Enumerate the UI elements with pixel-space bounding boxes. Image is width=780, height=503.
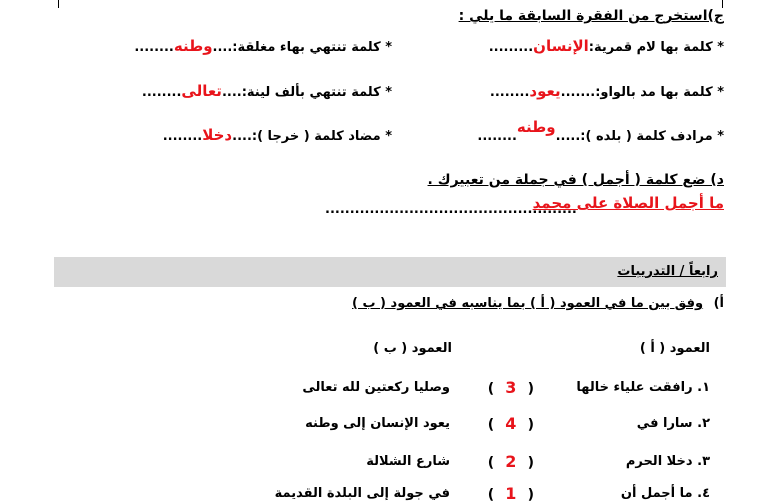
row2-left-answer: تعالى bbox=[181, 82, 222, 100]
row-2-col-b: يعود الإنسان إلى وطنه bbox=[305, 416, 450, 431]
row2-right-item bbox=[490, 82, 724, 100]
row1-right-dots: ......... bbox=[488, 40, 534, 55]
row-2-match-number: 4 bbox=[505, 414, 517, 433]
row-4-match-number: 1 bbox=[505, 484, 517, 503]
row1-right-label: * كلمة بها لام قمرية: bbox=[588, 40, 724, 55]
row-4-match bbox=[488, 484, 534, 503]
row-1-match bbox=[488, 378, 534, 397]
row1-left-dots: ........ bbox=[134, 40, 174, 55]
row1-left-answer: وطنه bbox=[173, 37, 213, 55]
row1-left-label: * كلمة تنتهي بهاء مغلقة:.... bbox=[212, 40, 392, 55]
row-3-col-b: شارع الشلالة bbox=[366, 454, 450, 469]
section-4-title: رابعاً / التدريبات bbox=[617, 264, 718, 279]
paren-close: ) bbox=[487, 455, 495, 471]
row3-right-answer: وطنه bbox=[516, 118, 556, 136]
paren-open: ( bbox=[527, 381, 534, 397]
section-c-heading: ج)استخرج من الفقرة السابقة ما يلي : bbox=[458, 8, 724, 24]
row1-right-answer: الإنسان bbox=[533, 37, 589, 55]
instruction-prefix: أ) bbox=[713, 296, 724, 311]
column-a-header: العمود ( أ ) bbox=[639, 341, 710, 356]
paren-close: ) bbox=[487, 381, 495, 397]
column-b-header: العمود ( ب ) bbox=[373, 341, 452, 356]
row3-left-dots: ........ bbox=[162, 129, 203, 144]
row2-right-answer: يعود bbox=[529, 82, 561, 100]
row-2-match bbox=[488, 414, 534, 433]
row-4-col-b: في جولة إلى البلدة القديمة bbox=[274, 486, 450, 501]
paren-open: ( bbox=[527, 455, 534, 471]
row2-left-dots: ........ bbox=[141, 85, 182, 100]
instruction-text: وفق بين ما في العمود ( أ ) بما يناسبه في العمود ( ب ) bbox=[352, 296, 704, 311]
row3-right-dots: ........ bbox=[477, 129, 517, 144]
row2-left-item bbox=[142, 82, 392, 100]
section-4-instruction-row bbox=[352, 296, 724, 311]
row-1-match-number: 3 bbox=[505, 378, 517, 397]
row2-left-label: * كلمة تنتهي بألف لينة:.... bbox=[221, 85, 392, 100]
row2-right-label: * كلمة بها مد بالواو:....... bbox=[560, 85, 724, 100]
row-1-col-a: ١. رافقت علياء خالها bbox=[576, 380, 710, 395]
paren-close: ) bbox=[487, 417, 495, 433]
section-d-answer: ما أجمل الصلاة على محمد bbox=[532, 194, 724, 212]
paren-open: ( bbox=[527, 417, 534, 433]
row3-right-item bbox=[477, 118, 724, 144]
row3-right-label: * مرادف كلمة ( بلده ):..... bbox=[555, 129, 724, 144]
row3-left-label: * مضاد كلمة ( خرجا ):.... bbox=[232, 129, 392, 144]
row3-left-item bbox=[163, 126, 392, 144]
row1-left-item bbox=[134, 37, 392, 55]
frame-line-left bbox=[58, 0, 59, 8]
row-3-match-number: 2 bbox=[505, 452, 517, 471]
row3-left-answer: دخلا bbox=[202, 126, 233, 144]
row-3-match bbox=[488, 452, 534, 471]
paren-open: ( bbox=[527, 487, 534, 503]
section-d-heading: د) ضع كلمة ( أجمل ) في جملة من تعبيرك . bbox=[427, 172, 724, 188]
paren-close: ) bbox=[487, 487, 495, 503]
row-1-col-b: وصليا ركعتين لله تعالى bbox=[302, 380, 450, 395]
row1-right-item bbox=[489, 37, 724, 55]
section-d-dots: ................................................... bbox=[325, 202, 577, 217]
row-4-col-a: ٤. ما أجمل أن bbox=[620, 486, 710, 501]
frame-line-right bbox=[722, 0, 723, 8]
row2-right-dots: ........ bbox=[489, 85, 530, 100]
row-3-col-a: ٣. دخلا الحرم bbox=[625, 454, 710, 469]
row-2-col-a: ٢. سارا في bbox=[636, 416, 710, 431]
